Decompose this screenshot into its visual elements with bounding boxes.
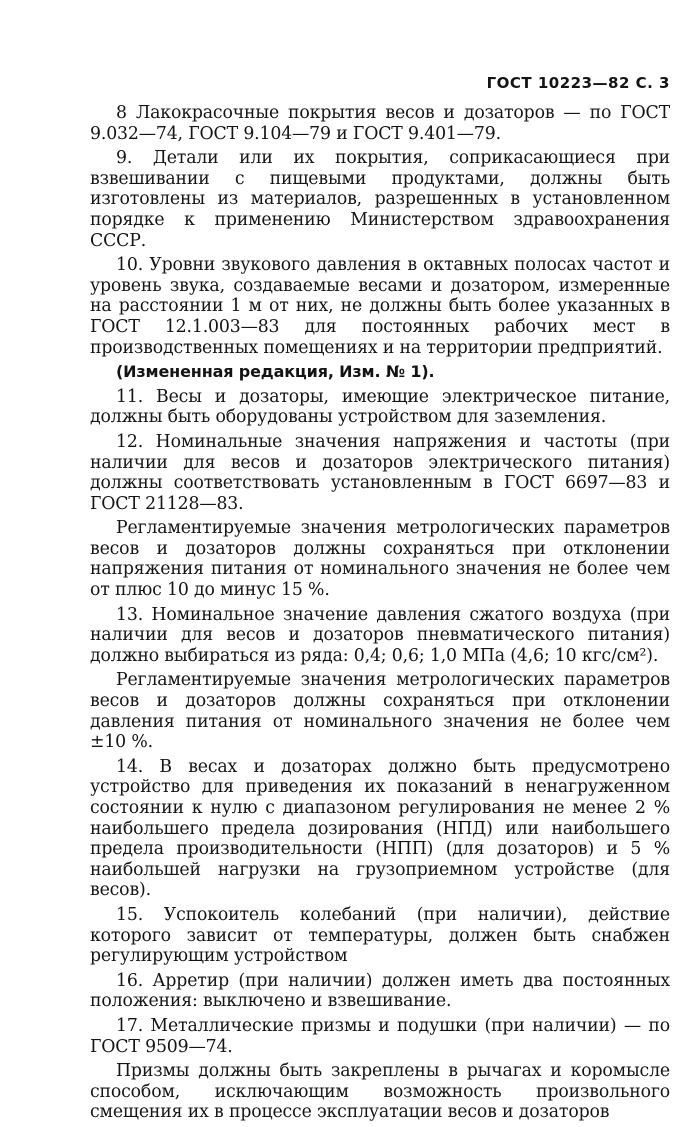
paragraph-8-paint-coatings: 8 Лакокрасочные покрытия весов и дозаторов — по ГОСТ 9.032—74, ГОСТ 9.104—79 и ГОСТ 9.401—79.: [90, 103, 670, 144]
paragraph-11-grounding: 11. Весы и дозаторы, имеющие электрическое питание, должны быть оборудованы устройством для заземления.: [90, 386, 670, 428]
running-header: ГОСТ 10223—82 С. 3: [486, 74, 670, 92]
paragraph-17-prisms-and-pads: 17. Металлические призмы и подушки (при наличии) — по ГОСТ 9509—74.: [90, 1015, 670, 1057]
paragraph-15-damper: 15. Успокоитель колебаний (при наличии), действие которого зависит от температуры, должен быть снабжен регулирующим устройством: [90, 904, 670, 967]
paragraph-16-arrester: 16. Арретир (при наличии) должен иметь два постоянных положения: выключено и взвешивание.: [90, 970, 670, 1012]
paragraph-12-voltage-frequency: 12. Номинальные значения напряжения и частоты (при наличии для весов и дозаторов электрического питания) должны соответствовать установленным в ГОСТ 6697—83 и ГОСТ 21128—83.: [90, 431, 670, 514]
paragraph-17-prism-fixing: Призмы должны быть закреплены в рычагах и коромысле способом, исключающим возможность произвольного смещения их в процессе эксплуатации весов и дозаторов: [90, 1061, 670, 1123]
paragraph-9-food-contact-parts: 9. Детали или их покрытия, соприкасающиеся при взвешивании с пищевыми продуктами, должны быть изготовлены из материалов, разрешенных в установленном порядке к применению Министерством здравоохранения СССР.: [90, 148, 670, 251]
paragraph-14-zero-setting: 14. В весах и дозаторах должно быть предусмотрено устройство для приведения их показаний в ненагруженном состоянии к нулю с диапазоном регулирования не менее 2 % наибольшего предела дозирования (НПД) или наибольшего предела производительности (НПП) (для дозаторов) и 5 % наибольшей нагрузки на грузоприемном устройстве (для весов).: [90, 756, 670, 901]
paragraph-13-pressure-tolerance: Регламентируемые значения метрологических параметров весов и дозаторов должны сохраняться при отклонении давления питания от номинального значения не более чем ±10 %.: [90, 670, 670, 753]
amendment-note: (Измененная редакция, Изм. № 1).: [116, 362, 435, 382]
paragraph-10-sound-levels: 10. Уровни звукового давления в октавных полосах частот и уровень звука, создаваемые весами и дозатором, измеренные на расстоянии 1 м от них, не должны быть более указанных в ГОСТ 12.1.003—83 для постоянных рабочих мест в производственных помещениях и на территории предприятий.: [90, 255, 670, 358]
body-text: [90, 103, 670, 1127]
paragraph-13-air-pressure: 13. Номинальное значение давления сжатого воздуха (при наличии для весов и дозаторов пневматического питания) должно выбираться из ряда: 0,4; 0,6; 1,0 МПа (4,6; 10 кгс/см²).: [90, 604, 670, 666]
paragraph-12-voltage-tolerance: Регламентируемые значения метрологических параметров весов и дозаторов должны сохраняться при отклонении напряжения питания от номинального значения не более чем от плюс 10 до минус 15 %.: [90, 518, 670, 601]
